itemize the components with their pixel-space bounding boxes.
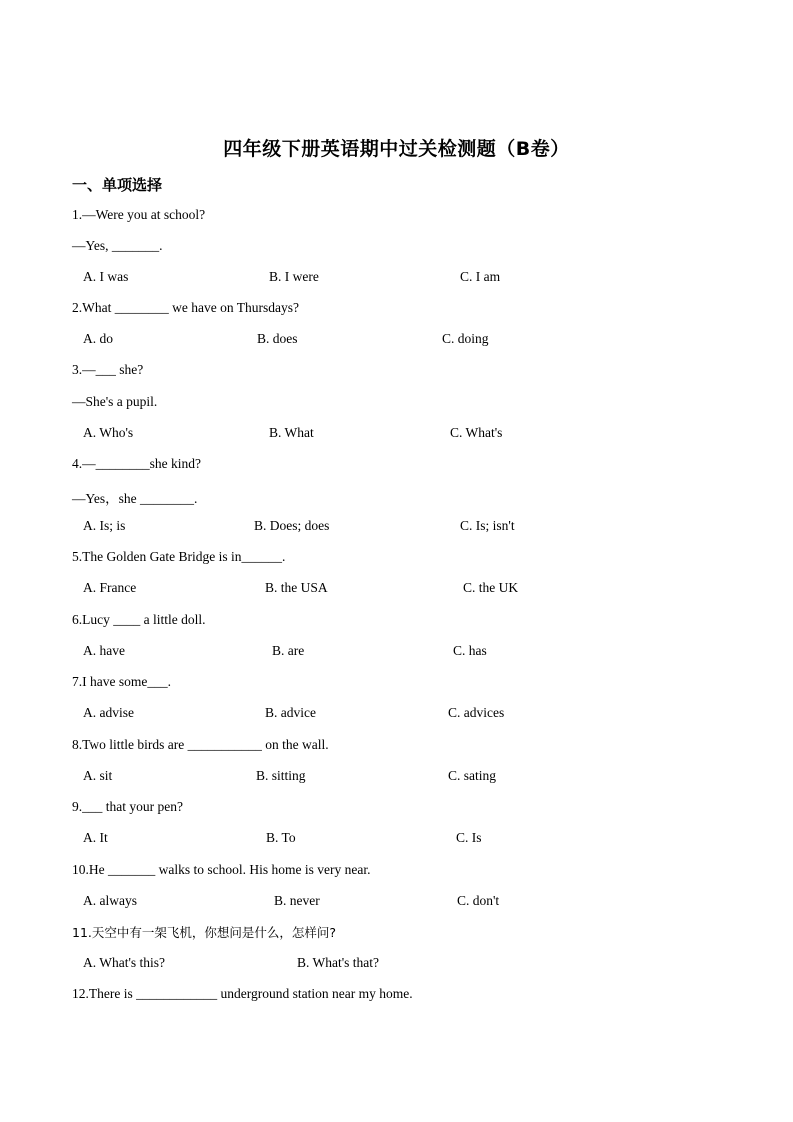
question-9-option-c: C. Is <box>456 830 482 845</box>
question-1-option-b: B. I were <box>269 269 319 284</box>
question-3-stem: 3.—___ she? <box>72 362 144 377</box>
question-9-option-a: A. It <box>83 830 108 845</box>
question-10-option-b: B. never <box>274 893 320 908</box>
question-1-stem: 1.—Were you at school? <box>72 207 206 222</box>
question-7-option-c: C. advices <box>448 705 505 720</box>
question-7-option-b: B. advice <box>265 705 316 720</box>
question-4-stem: 4.—________she kind? <box>72 456 201 471</box>
question-5-option-c: C. the UK <box>463 580 519 595</box>
question-3-option-b: B. What <box>269 425 314 440</box>
question-3-option-a: A. Who's <box>83 425 134 440</box>
question-6-option-b: B. are <box>272 643 305 658</box>
question-8-stem: 8.Two little birds are ___________ on the wall. <box>72 737 329 752</box>
question-2-option-b: B. does <box>257 331 298 346</box>
question-6-option-a: A. have <box>83 643 125 658</box>
question-11-option-a: A. What's this? <box>83 955 166 970</box>
question-4-option-a: A. Is; is <box>83 518 126 533</box>
question-9-option-b: B. To <box>266 830 296 845</box>
question-9-stem: 9.___ that your pen? <box>72 799 183 814</box>
question-8-option-b: B. sitting <box>256 768 306 783</box>
page-title: 四年级下册英语期中过关检测题（B卷） <box>223 138 570 160</box>
question-10-option-c: C. don't <box>457 893 500 908</box>
question-8-option-c: C. sating <box>448 768 497 783</box>
question-10-option-a: A. always <box>83 893 137 908</box>
question-8-option-a: A. sit <box>83 768 113 783</box>
question-2-option-c: C. doing <box>442 331 489 346</box>
question-4-answer-line: —Yes，she ________. <box>72 491 198 506</box>
question-4-option-b: B. Does; does <box>254 518 330 533</box>
question-1-option-a: A. I was <box>83 269 129 284</box>
question-2-option-a: A. do <box>83 331 113 346</box>
question-5-stem: 5.The Golden Gate Bridge is in______. <box>72 549 286 564</box>
question-2-stem: 2.What ________ we have on Thursdays? <box>72 300 299 315</box>
question-12-stem: 12.There is ____________ underground station near my home. <box>72 986 413 1001</box>
question-5-option-b: B. the USA <box>265 580 328 595</box>
question-3-answer-line: —She's a pupil. <box>72 394 158 409</box>
question-5-option-a: A. France <box>83 580 137 595</box>
question-6-stem: 6.Lucy ____ a little doll. <box>72 612 206 627</box>
question-3-option-c: C. What's <box>450 425 503 440</box>
question-11-stem: 11.天空中有一架飞机，你想问是什么，怎样问? <box>72 925 337 940</box>
question-6-option-c: C. has <box>453 643 487 658</box>
question-11-option-b: B. What's that? <box>297 955 380 970</box>
section-heading: 一、单项选择 <box>72 176 163 194</box>
question-10-stem: 10.He _______ walks to school. His home is very near. <box>72 862 371 877</box>
question-1-answer-line: —Yes, _______. <box>72 238 163 253</box>
question-7-stem: 7.I have some___. <box>72 674 171 689</box>
question-7-option-a: A. advise <box>83 705 134 720</box>
question-1-option-c: C. I am <box>460 269 501 284</box>
question-4-option-c: C. Is; isn't <box>460 518 515 533</box>
